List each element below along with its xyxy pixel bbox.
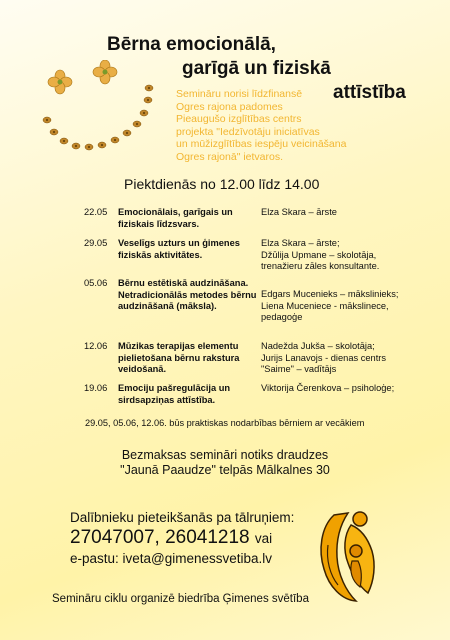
- flower-smiley-icon: [38, 60, 168, 155]
- schedule-topic: Emocionālais, garīgais un fiziskais līdzsvars.: [118, 207, 233, 229]
- or-text: vai: [254, 531, 273, 546]
- schedule-date: 19.06: [84, 383, 108, 393]
- sponsor-line: un mūžizglītības iespēju veicināšana: [176, 138, 347, 150]
- schedule-lecturer: Nadežda Jukša – skolotāja; Jurijs Lanavojs - dienas centrs "Saime" – vadītājs: [261, 341, 387, 374]
- organizer-text: Semināru ciklu organizē biedrība Ģimenes svētība: [52, 593, 309, 605]
- title-line-3: attīstība: [333, 82, 406, 103]
- schedule-date: 22.05: [84, 207, 108, 217]
- sponsor-line: Ogres rajona padomes: [176, 100, 283, 113]
- schedule-topic: Mūzikas terapijas elementu pielietošana bērnu rakstura veidošanā.: [118, 341, 240, 374]
- schedule-lecturer: Elza Skara – ārste; Džūlija Upmane – skolotāja, trenažieru zāles konsultante.: [261, 238, 380, 271]
- title-line-1: Bērna emocionālā,: [107, 34, 276, 55]
- schedule-lecturer: Elza Skara – ārste: [261, 207, 337, 217]
- free-seminar-info: [45, 448, 405, 478]
- schedule-date: 29.05: [84, 238, 108, 248]
- schedule-topic: Bērnu estētiskā audzināšana. Netradicionālās metodes bērnu audzināšanā (māksla).: [118, 278, 257, 311]
- sponsor-line: Pieaugušo izglītības centrs: [176, 113, 302, 125]
- phone-numbers-text: 27047007, 26041218: [70, 527, 250, 548]
- practice-note: 29.05, 05.06, 12.06. būs praktiskas nodarbības bērniem ar vecākiem: [85, 418, 365, 428]
- free-info-line: Bezmaksas semināri notiks draudzes: [121, 448, 329, 462]
- sponsor-line: projekta "Iedzīvotāju iniciatīvas: [176, 125, 320, 138]
- sponsor-line: Semināru norisi līdzfinansē: [176, 88, 303, 100]
- schedule-time: Piektdienās no 12.00 līdz 14.00: [124, 176, 320, 192]
- email-contact: e-pastu: iveta@gimenessvetiba.lv: [70, 551, 273, 566]
- schedule-lecturer: Edgars Mucenieks – mākslinieks; Liena Muceniece - mākslinece, pedagoģe: [261, 289, 399, 322]
- phone-numbers: [70, 527, 272, 549]
- schedule-lecturer: Viktorija Čerenkova – psiholoģe;: [261, 383, 395, 393]
- family-logo-icon: [316, 505, 386, 605]
- sponsor-line: Ogres rajonā" ietvaros.: [176, 150, 284, 163]
- schedule-topic: Veselīgs uzturs un ģimenes fiziskās aktivitātes.: [118, 238, 240, 260]
- sponsor-info: [176, 88, 346, 163]
- title-line-2: garīgā un fiziskā: [182, 58, 331, 79]
- schedule-date: 12.06: [84, 341, 108, 351]
- schedule-date: 05.06: [84, 278, 108, 288]
- free-info-line: "Jaunā Paaudze" telpās Mālkalnes 30: [120, 463, 330, 477]
- contact-label: Dalībnieku pieteikšanās pa tālruņiem:: [70, 510, 295, 525]
- schedule-topic: Emociju pašregulācija un sirdsapziņas attīstība.: [118, 383, 231, 405]
